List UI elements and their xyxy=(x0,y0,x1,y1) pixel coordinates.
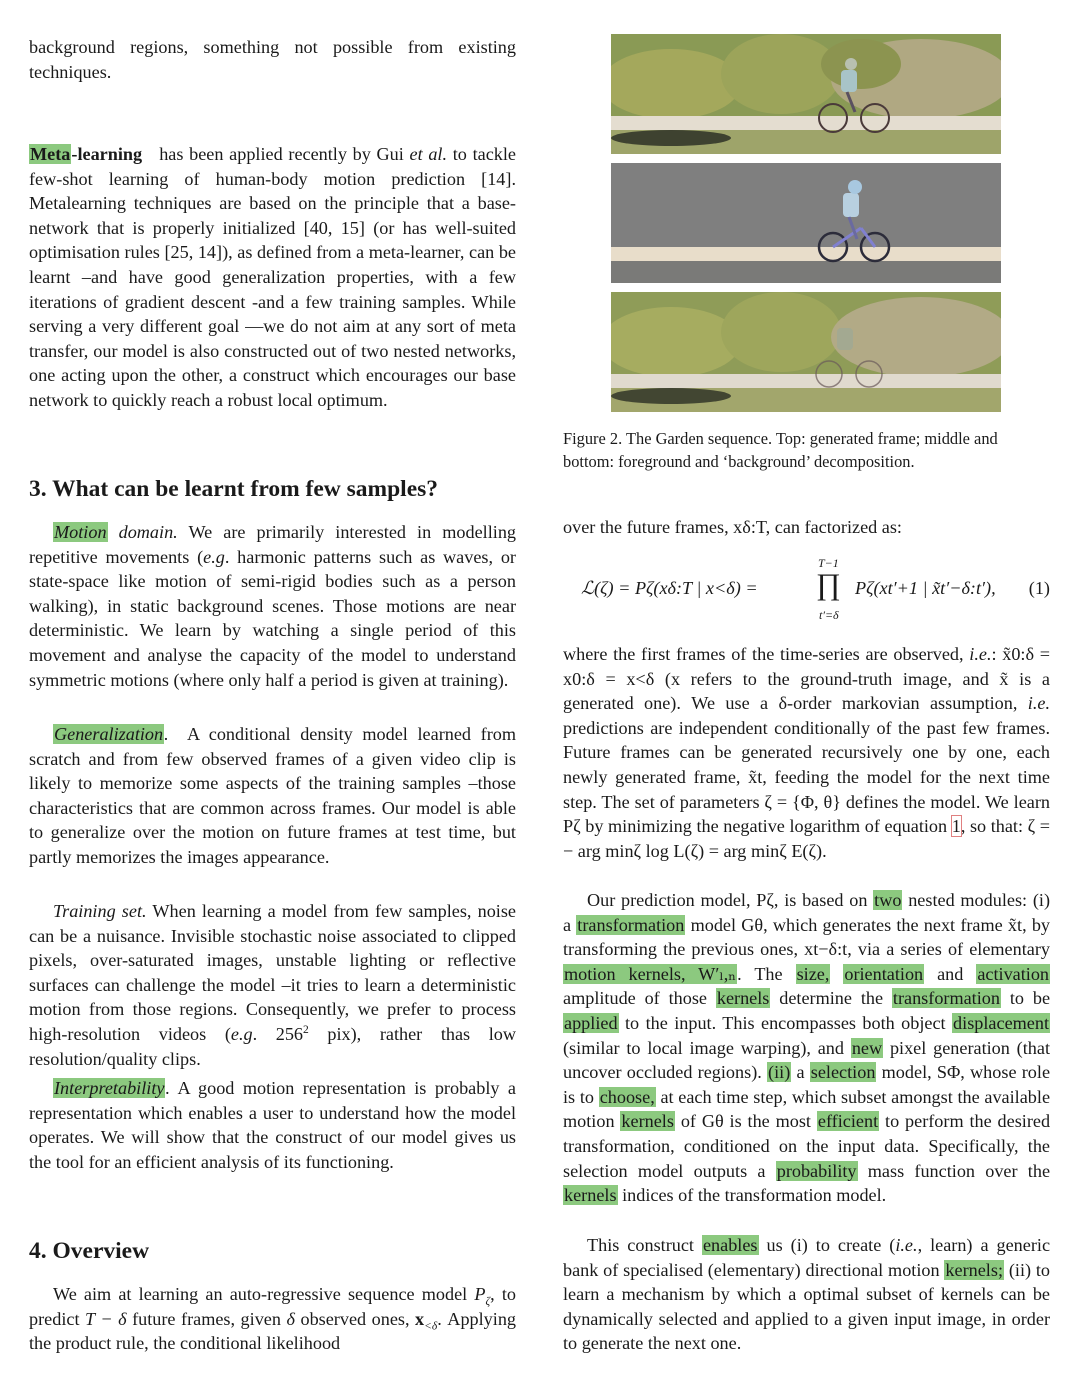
text: This construct xyxy=(587,1235,694,1255)
highlight: new xyxy=(851,1037,883,1058)
math: x xyxy=(415,1308,425,1329)
highlight: Generalization xyxy=(54,724,164,744)
math: δ xyxy=(286,1308,295,1329)
text: to tackle few-shot learning of human-body motion prediction [14]. Metalearning techniques are based on the principle that a base-network that is properly initialized [40, 15] (or has well-suited optimisation rules [25, 14]), as defined from a meta-learner, can be learnt –and have good generalization properties, with a few iterations of gradient descent -and a few training samples. While serving a very different goal —we do not aim at any sort of meta transfer, our model is also constructed out of two nested networks, one acting upon the other, a construct which encourages our base network to quickly reach a robust local optimum. xyxy=(29,144,516,410)
text: model Gθ, which generates the next frame x̃t, by transforming the previous ones, xt−δ:t, via a series of elementary xyxy=(563,914,1051,960)
text: i.e. xyxy=(895,1235,918,1255)
highlight: efficient xyxy=(817,1111,879,1132)
text: nested modules: (i) a xyxy=(563,890,1051,935)
section-4-title: 4. Overview xyxy=(29,1238,150,1264)
text: domain. xyxy=(118,522,178,542)
section-3-title: 3. What can be learnt from few samples? xyxy=(29,476,439,502)
text: . Applying the product rule, the conditional likelihood xyxy=(29,1308,517,1354)
math: T − δ xyxy=(85,1308,127,1329)
text: amplitude of those xyxy=(563,988,707,1009)
overview-paragraph: We aim at learning an auto-regressive sequence model $P_\zeta$, to predict T − δ future frames, given δ observed ones, $x_{<\delta}$. Applying the product rule, the conditional likelihood xyxy=(29,1284,517,1354)
highlight: motion kernels, W′ₗ,ₙ xyxy=(564,963,737,984)
figure-panel-background xyxy=(611,292,1001,412)
text: : x̃0:δ = x0:δ = x<δ (x refers to the ground-truth image, and x̃ is a generated one). We use a δ-order markovian assumption, xyxy=(563,644,1051,714)
text: Training set. xyxy=(53,901,147,921)
text: A conditional density model learned from scratch and from few observed frames of a given video clip is likely to memorize some aspects of the training samples –those characteristics that are common across frames. Our model is able to generalize over the motion on future frames at test time, but partly memorizes the images appearance. xyxy=(29,724,517,867)
text: . xyxy=(165,1078,170,1098)
equation-lhs: ℒ(ζ) = Pζ(xδ:T | x<δ) = xyxy=(581,578,758,598)
product-lower-limit: t′=δ xyxy=(819,608,839,622)
text: e.g xyxy=(203,546,225,567)
text: mass function over the xyxy=(867,1160,1051,1181)
text: to perform the desired transformation, conditioned on the input data. Specifically, the selection model outputs a xyxy=(563,1111,1051,1181)
highlight: two xyxy=(874,890,902,910)
text: indices of the transformation model. xyxy=(622,1185,887,1206)
meta-learning-paragraph xyxy=(29,142,516,413)
text: pixel generation (that uncover occluded regions). xyxy=(563,1037,1051,1083)
text: (similar to local image warping), and xyxy=(563,1037,844,1058)
text: . The xyxy=(737,963,783,984)
text: to be xyxy=(1009,988,1051,1009)
where-paragraph xyxy=(563,642,1050,863)
math: P xyxy=(474,1284,486,1304)
product-symbol: ∏ xyxy=(816,568,841,601)
text: a xyxy=(796,1062,805,1083)
highlight: kernels xyxy=(716,988,770,1009)
text: to the input. This encompasses both object xyxy=(624,1012,946,1033)
equation-reference-link[interactable]: 1 xyxy=(951,816,961,837)
text: We are primarily interested in modelling repetitive movements ( xyxy=(29,522,517,567)
highlight: transformation xyxy=(892,988,1000,1009)
generalization-paragraph xyxy=(29,722,516,870)
text: future frames, given xyxy=(132,1308,281,1329)
highlight: enables xyxy=(702,1235,758,1255)
text: where the first frames of the time-series are observed, xyxy=(563,644,964,664)
figure-panel-generated-frame xyxy=(611,34,1001,154)
text: . 256 xyxy=(252,1023,304,1044)
equation-number: (1) xyxy=(1028,578,1050,598)
meta-learning-heading: -learning xyxy=(71,144,143,164)
text: i.e. xyxy=(1027,693,1051,714)
text: . harmonic patterns such as waves, or state-space like motion of semi-rigid bodies such as a person walking), in static background scenes. Those motions are near deterministic. We learn by watching a single period of this movement and analyse the capacity of the model to understand symmetric motions (where only half a period is given at training). xyxy=(29,546,516,690)
text: predictions are independent conditionally of the past few frames. Future frames can be generated recursively one by one, each newly generated frame, x̃t, feeding the model for the next time step. The set of parameters ζ = {Φ, θ} defines the model. We learn Pζ by minimizing the negative logarithm of equation xyxy=(563,717,1050,837)
highlight: selection xyxy=(810,1062,876,1083)
foreground-image xyxy=(611,163,1001,283)
highlight: size, xyxy=(796,963,830,984)
text: et al. xyxy=(409,144,448,164)
highlight: applied xyxy=(564,1012,618,1033)
highlight: kernels; xyxy=(945,1259,1003,1280)
text: , so that: ζ = − arg minζ log L(ζ) = arg minζ E(ζ). xyxy=(563,816,1050,861)
highlight: Meta xyxy=(30,144,71,164)
highlight: kernels xyxy=(564,1185,617,1206)
text: A good motion representation is probably a representation which enables a user to understand how the model operates. We will show that the construct of our model gives us the tool for an efficient analysis of its functioning. xyxy=(29,1078,516,1172)
text: (ii) to learn a mechanism by which a optimal subset of kernels can be dynamically selected and applied to a given input image, in order to generate the next one. xyxy=(563,1259,1051,1354)
text: Our prediction model, Pζ, is based on xyxy=(587,890,868,910)
equation-rhs: Pζ(xt′+1 | x̃t′−δ:t′), xyxy=(855,578,996,598)
text: at each time step, which subset amongst the available motion xyxy=(563,1086,1051,1132)
training-set-paragraph xyxy=(29,899,516,1071)
highlight: activation xyxy=(977,963,1050,984)
text: i.e. xyxy=(969,644,992,664)
text: , to predict xyxy=(29,1284,517,1329)
text: 2 xyxy=(303,1023,309,1036)
text: e.g xyxy=(230,1023,253,1044)
highlight: kernels xyxy=(621,1111,674,1132)
text: us (i) to create ( xyxy=(766,1235,896,1255)
construct-paragraph xyxy=(563,1233,1050,1356)
text: observed ones, xyxy=(300,1308,410,1329)
figure-caption: Figure 2. The Garden sequence. Top: generated frame; middle and bottom: foreground and ‘background’ decomposition. xyxy=(563,429,998,471)
text: . xyxy=(164,724,169,744)
generated-frame-image xyxy=(611,34,1001,154)
highlight: (ii) xyxy=(768,1062,791,1083)
highlight: Interpretability xyxy=(54,1078,165,1098)
text: has been applied recently by Gui xyxy=(159,144,404,164)
text: pix), rather thas low resolution/quality clips. xyxy=(29,1023,517,1069)
equation-1 xyxy=(563,556,1050,626)
text: , learn) a generic bank of specialised (elementary) directional motion xyxy=(563,1235,1051,1280)
text: We aim at learning an auto-regressive sequence model xyxy=(53,1284,468,1304)
highlight: probability xyxy=(776,1160,857,1181)
highlight: transformation xyxy=(577,914,685,935)
highlight: displacement xyxy=(953,1012,1050,1033)
figure-panel-foreground xyxy=(611,163,1001,283)
prediction-model-paragraph xyxy=(563,888,1050,1208)
highlight: choose, xyxy=(599,1086,655,1107)
highlight: orientation xyxy=(844,963,924,984)
highlight: Motion xyxy=(54,522,107,542)
text: determine the xyxy=(779,988,884,1009)
text: When learning a model from few samples, noise can be a nuisance. Invisible stochastic noise associated to clipped pixels, over-saturated images, unstable lighting or reflective surfaces can challenge the model –it tries to learn a deterministic motion from those regions. Consequently, we prefer to process high-resolution videos ( xyxy=(29,901,517,1044)
product-upper-limit: T−1 xyxy=(818,556,839,570)
background-image xyxy=(611,292,1001,412)
text: of Gθ is the most xyxy=(680,1111,811,1132)
factorized-line: over the future frames, xδ:T, can factorized as: xyxy=(563,517,902,537)
text: model, SΦ, whose role is to xyxy=(563,1062,1051,1107)
text: and xyxy=(937,963,964,984)
interpretability-paragraph xyxy=(29,1076,516,1174)
motion-domain-paragraph xyxy=(29,520,516,692)
intro-tail-paragraph: background regions, something not possible from existing techniques. xyxy=(29,37,516,82)
